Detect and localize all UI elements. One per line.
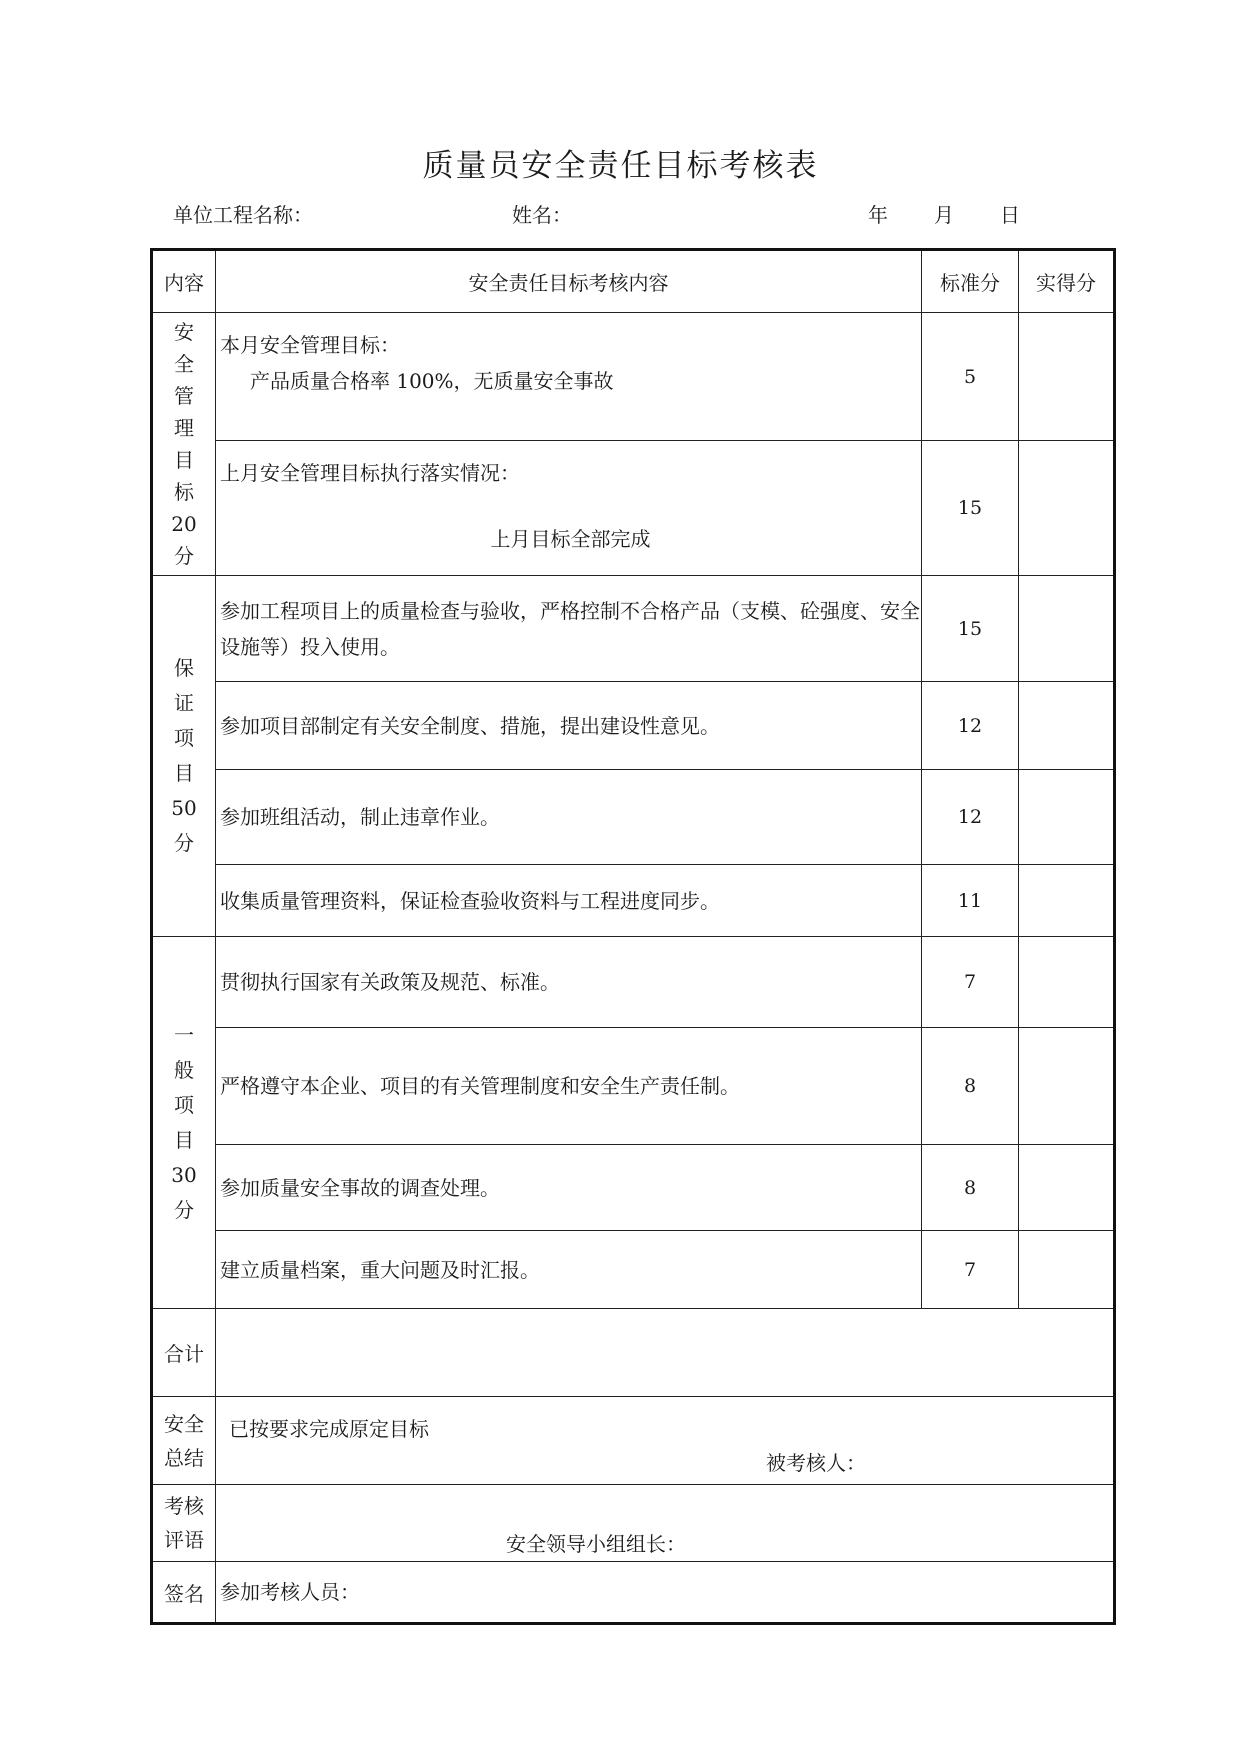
standard-score: 8 (922, 1028, 1019, 1145)
item-text-line1: 本月安全管理目标： (220, 333, 400, 357)
actual-score-cell[interactable] (1019, 1028, 1115, 1145)
leader-label: 安全领导小组组长： (506, 1532, 686, 1556)
actual-score-cell[interactable] (1019, 1145, 1115, 1231)
col-header-standard: 标准分 (922, 250, 1019, 313)
signature-cell[interactable]: 参加考核人员： (216, 1562, 1115, 1624)
actual-score-cell[interactable] (1019, 682, 1115, 770)
assessment-item: 参加班组活动，制止违章作业。 (216, 770, 922, 865)
summary-row (152, 1397, 1115, 1485)
review-label (152, 1485, 216, 1562)
table-row (152, 770, 1115, 865)
col-header-content: 内容 (152, 250, 216, 313)
assessment-item: 参加项目部制定有关安全制度、措施，提出建设性意见。 (216, 682, 922, 770)
category-label: 安 全 管 理 目 标 20 分 (171, 320, 197, 568)
table-row (152, 1028, 1115, 1145)
table-row (152, 313, 1115, 441)
actual-score-cell[interactable] (1019, 937, 1115, 1028)
item-text-line2: 上月目标全部完成 (490, 527, 651, 551)
actual-score-cell[interactable] (1019, 441, 1115, 576)
category-label: 保 证 项 目 50 分 (171, 656, 197, 855)
summary-cell[interactable] (216, 1397, 1115, 1485)
standard-score: 11 (922, 865, 1019, 937)
item-text-line1: 上月安全管理目标执行落实情况： (220, 461, 520, 485)
review-cell[interactable] (216, 1485, 1115, 1562)
summary-label-line1: 安全 (164, 1411, 204, 1436)
table-row (152, 682, 1115, 770)
total-value-cell[interactable] (216, 1309, 1115, 1397)
standard-score: 15 (922, 576, 1019, 682)
summary-label-line2: 总结 (164, 1445, 204, 1470)
assessment-table (150, 248, 1116, 1625)
standard-score: 12 (922, 682, 1019, 770)
summary-text: 已按要求完成原定目标 (229, 1417, 429, 1441)
assessment-item (216, 313, 922, 441)
category-safety-goal (152, 313, 216, 576)
actual-score-cell[interactable] (1019, 1231, 1115, 1309)
standard-score: 15 (922, 441, 1019, 576)
assessment-item: 参加工程项目上的质量检查与验收，严格控制不合格产品（支模、砼强度、安全设施等）投入使用。 (216, 576, 922, 682)
category-guarantee-items (152, 576, 216, 937)
review-row (152, 1485, 1115, 1562)
table-row (152, 1145, 1115, 1231)
signature-row (152, 1562, 1115, 1624)
assessment-item (216, 441, 922, 576)
assessment-item: 参加质量安全事故的调查处理。 (216, 1145, 922, 1231)
assessment-item: 建立质量档案，重大问题及时汇报。 (216, 1231, 922, 1309)
day-label: 日 (1000, 203, 1020, 227)
table-row (152, 576, 1115, 682)
category-label: 一 般 项 目 30 分 (171, 1022, 197, 1222)
summary-label (152, 1397, 216, 1485)
table-row (152, 937, 1115, 1028)
standard-score: 7 (922, 937, 1019, 1028)
month-label: 月 (934, 203, 954, 227)
actual-score-cell[interactable] (1019, 770, 1115, 865)
item-text-line2: 产品质量合格率 100%，无质量安全事故 (250, 369, 614, 393)
review-label-line2: 评语 (164, 1528, 204, 1552)
year-label: 年 (868, 203, 888, 227)
actual-score-cell[interactable] (1019, 576, 1115, 682)
actual-score-cell[interactable] (1019, 865, 1115, 937)
standard-score: 8 (922, 1145, 1019, 1231)
actual-score-cell[interactable] (1019, 313, 1115, 441)
total-row (152, 1309, 1115, 1397)
review-label-line1: 考核 (164, 1494, 204, 1518)
standard-score: 12 (922, 770, 1019, 865)
assessment-item: 收集质量管理资料，保证检查验收资料与工程进度同步。 (216, 865, 922, 937)
category-general-items (152, 937, 216, 1309)
table-row (152, 865, 1115, 937)
table-row (152, 1231, 1115, 1309)
signature-label: 签名 (152, 1562, 216, 1624)
col-header-actual: 实得分 (1019, 250, 1115, 313)
standard-score: 5 (922, 313, 1019, 441)
col-header-assessment: 安全责任目标考核内容 (216, 250, 922, 313)
standard-score: 7 (922, 1231, 1019, 1309)
assessee-label: 被考核人： (766, 1451, 866, 1475)
assessment-item: 贯彻执行国家有关政策及规范、标准。 (216, 937, 922, 1028)
assessment-item: 严格遵守本企业、项目的有关管理制度和安全生产责任制。 (216, 1028, 922, 1145)
total-label: 合计 (152, 1309, 216, 1397)
table-row (152, 441, 1115, 576)
unit-name-label: 单位工程名称： (173, 203, 313, 227)
header-row (152, 250, 1115, 313)
name-label: 姓名： (512, 203, 572, 227)
page-title: 质量员安全责任目标考核表 (422, 148, 819, 184)
